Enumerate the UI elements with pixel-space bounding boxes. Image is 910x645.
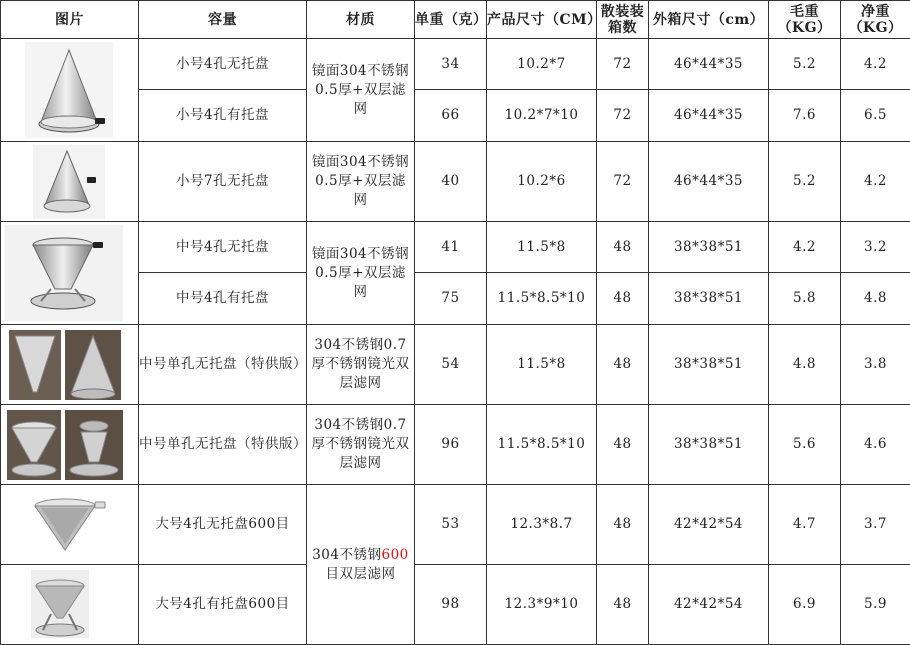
- size-cell: 12.3*9*10: [487, 565, 597, 645]
- material-cell: 镜面304不锈钢0.5厚+双层滤网: [307, 39, 415, 142]
- qty-cell: 48: [597, 565, 649, 645]
- qty-cell: 48: [597, 222, 649, 273]
- mesh-count-highlight: 600: [381, 546, 409, 563]
- header-bulk-qty: 散装装箱数: [597, 1, 649, 39]
- capacity-cell: 大号4孔有托盘600目: [139, 565, 307, 645]
- header-capacity: 容量: [139, 1, 307, 39]
- header-gross-weight: 毛重（KG）: [769, 1, 841, 39]
- gross-cell: 6.9: [769, 565, 841, 645]
- capacity-cell: 中号4孔有托盘: [139, 273, 307, 325]
- net-cell: 5.9: [841, 565, 910, 645]
- net-cell: 4.2: [841, 39, 910, 90]
- weight-cell: 53: [415, 485, 487, 565]
- carton-cell: 46*44*35: [649, 142, 769, 222]
- qty-cell: 48: [597, 405, 649, 485]
- size-cell: 10.2*6: [487, 142, 597, 222]
- qty-cell: 72: [597, 39, 649, 90]
- weight-cell: 98: [415, 565, 487, 645]
- weight-cell: 34: [415, 39, 487, 90]
- capacity-cell: 小号4孔无托盘: [139, 39, 307, 90]
- header-unit-weight: 单重（克）: [415, 1, 487, 39]
- net-cell: 4.8: [841, 273, 910, 325]
- table-row: [1, 405, 910, 485]
- weight-cell: 54: [415, 325, 487, 405]
- net-cell: 3.2: [841, 222, 910, 273]
- material-cell: [307, 485, 415, 645]
- weight-cell: 75: [415, 273, 487, 325]
- table-row: [1, 565, 910, 645]
- cone-filter-image: [1, 40, 137, 140]
- gross-cell: 5.8: [769, 273, 841, 325]
- capacity-cell: 大号4孔无托盘600目: [139, 485, 307, 565]
- gross-cell: 4.7: [769, 485, 841, 565]
- material-cell: 镜面304不锈钢0.5厚+双层滤网: [307, 142, 415, 222]
- material-cell: 304不锈钢0.7厚不锈钢镜光双层滤网: [307, 325, 415, 405]
- gross-cell: 5.2: [769, 142, 841, 222]
- product-image-cell: [1, 405, 139, 485]
- net-cell: 4.6: [841, 405, 910, 485]
- product-image-cell: [1, 222, 139, 325]
- size-cell: 10.2*7*10: [487, 90, 597, 142]
- gross-cell: 4.8: [769, 325, 841, 405]
- carton-cell: 42*42*54: [649, 565, 769, 645]
- table-row: [1, 325, 910, 405]
- carton-cell: 42*42*54: [649, 485, 769, 565]
- carton-cell: 38*38*51: [649, 325, 769, 405]
- material-cell: 镜面304不锈钢0.5厚+双层滤网: [307, 222, 415, 325]
- weight-cell: 66: [415, 90, 487, 142]
- table-row: [1, 39, 910, 90]
- cone-filter-image: [1, 143, 137, 221]
- qty-cell: 48: [597, 325, 649, 405]
- size-cell: 11.5*8.5*10: [487, 273, 597, 325]
- size-cell: 11.5*8.5*10: [487, 405, 597, 485]
- gross-cell: 4.2: [769, 222, 841, 273]
- mesh-filter-stand-image: [1, 566, 137, 644]
- table-row: [1, 222, 910, 273]
- qty-cell: 72: [597, 142, 649, 222]
- carton-cell: 46*44*35: [649, 39, 769, 90]
- header-row: [1, 1, 910, 39]
- carton-cell: 38*38*51: [649, 405, 769, 485]
- product-image-cell: [1, 485, 139, 565]
- capacity-cell: 中号4孔无托盘: [139, 222, 307, 273]
- carton-cell: 38*38*51: [649, 222, 769, 273]
- gross-cell: 5.6: [769, 405, 841, 485]
- capacity-cell: 小号7孔无托盘: [139, 142, 307, 222]
- header-product-size: 产品尺寸（CM）: [487, 1, 597, 39]
- capacity-cell: 中号单孔无托盘（特供版）: [139, 325, 307, 405]
- product-image-cell: [1, 325, 139, 405]
- single-hole-filter-image: [1, 326, 137, 404]
- material-text: 304不锈钢: [312, 546, 382, 563]
- filter-with-stand-image: [1, 223, 137, 323]
- capacity-cell: 小号4孔有托盘: [139, 90, 307, 142]
- carton-cell: 46*44*35: [649, 90, 769, 142]
- net-cell: 6.5: [841, 90, 910, 142]
- header-image: 图片: [1, 1, 139, 39]
- carton-cell: 38*38*51: [649, 273, 769, 325]
- net-cell: 4.2: [841, 142, 910, 222]
- table-row: [1, 485, 910, 565]
- qty-cell: 48: [597, 273, 649, 325]
- gross-cell: 7.6: [769, 90, 841, 142]
- weight-cell: 96: [415, 405, 487, 485]
- size-cell: 11.5*8: [487, 325, 597, 405]
- gross-cell: 5.2: [769, 39, 841, 90]
- header-net-weight: 净重（KG）: [841, 1, 910, 39]
- header-carton-size: 外箱尺寸（cm）: [649, 1, 769, 39]
- weight-cell: 40: [415, 142, 487, 222]
- single-hole-filter-stand-image: [1, 406, 137, 484]
- qty-cell: 48: [597, 485, 649, 565]
- mesh-cone-filter-image: [1, 486, 137, 564]
- product-image-cell: [1, 142, 139, 222]
- capacity-cell: 中号单孔无托盘（特供版）: [139, 405, 307, 485]
- header-material: 材质: [307, 1, 415, 39]
- material-cell: 304不锈钢0.7厚不锈钢镜光双层滤网: [307, 405, 415, 485]
- size-cell: 12.3*8.7: [487, 485, 597, 565]
- size-cell: 11.5*8: [487, 222, 597, 273]
- qty-cell: 72: [597, 90, 649, 142]
- product-image-cell: [1, 39, 139, 142]
- net-cell: 3.8: [841, 325, 910, 405]
- product-image-cell: [1, 565, 139, 645]
- weight-cell: 41: [415, 222, 487, 273]
- net-cell: 3.7: [841, 485, 910, 565]
- size-cell: 10.2*7: [487, 39, 597, 90]
- material-text: 目双层滤网: [325, 565, 396, 582]
- table-row: [1, 142, 910, 222]
